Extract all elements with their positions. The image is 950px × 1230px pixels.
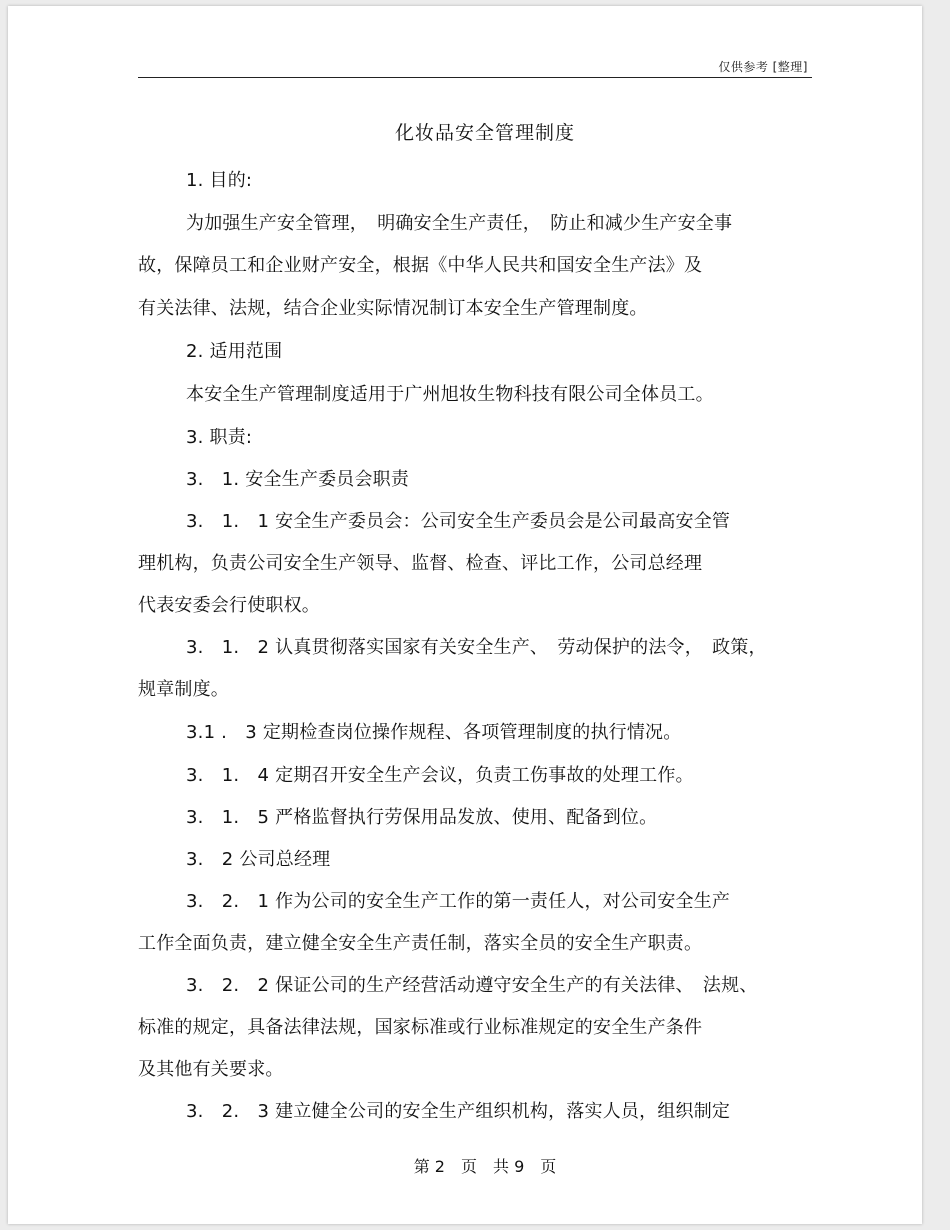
paragraph-line: 3. 2. 2 保证公司的生产经营活动遵守安全生产的有关法律、 法规、 (186, 975, 758, 996)
paragraph-line: 2. 适用范围 (186, 341, 283, 362)
paragraph-line: 本安全生产管理制度适用于广州旭妆生物科技有限公司全体员工。 (186, 384, 714, 405)
paragraph-line: 3. 1. 安全生产委员会职责 (186, 469, 410, 490)
paragraph-line: 理机构，负责公司安全生产领导、监督、检查、评比工作，公司总经理 (138, 553, 703, 574)
paragraph-line: 1. 目的: (186, 170, 253, 191)
paragraph-line: 规章制度。 (138, 679, 229, 700)
paragraph-line: 有关法律、法规，结合企业实际情况制订本安全生产管理制度。 (138, 298, 648, 319)
document-page (8, 6, 922, 1224)
paragraph-line: 故，保障员工和企业财产安全，根据《中华人民共和国安全生产法》及 (138, 255, 703, 276)
paragraph-line: 3. 1. 5 严格监督执行劳保用品发放、使用、配备到位。 (186, 807, 658, 828)
page-footer: 第 2 页 共 9 页 (413, 1157, 557, 1176)
paragraph-line: 为加强生产安全管理， 明确安全生产责任， 防止和减少生产安全事 (186, 213, 733, 234)
paragraph-line: 3. 2 公司总经理 (186, 849, 331, 870)
paragraph-line: 3. 1. 1 安全生产委员会：公司安全生产委员会是公司最高安全管 (186, 511, 731, 532)
page-header: 仅供参考 [整理] (718, 60, 808, 74)
paragraph-line: 及其他有关要求。 (138, 1059, 284, 1080)
paragraph-line: 3. 2. 1 作为公司的安全生产工作的第一责任人，对公司安全生产 (186, 891, 731, 912)
paragraph-line: 工作全面负责，建立健全安全生产责任制，落实全员的安全生产职责。 (138, 933, 703, 954)
paragraph-line: 3. 1. 2 认真贯彻落实国家有关安全生产、 劳动保护的法令， 政策， (186, 637, 767, 658)
paragraph-line: 代表安委会行使职权。 (138, 595, 320, 616)
paragraph-line: 3. 1. 4 定期召开安全生产会议，负责工伤事故的处理工作。 (186, 765, 694, 786)
header-divider (138, 77, 812, 78)
paragraph-line: 3. 2. 3 建立健全公司的安全生产组织机构，落实人员，组织制定 (186, 1101, 731, 1122)
paragraph-line: 标准的规定，具备法律法规，国家标准或行业标准规定的安全生产条件 (138, 1017, 703, 1038)
paragraph-line: 3.1 . 3 定期检查岗位操作规程、各项管理制度的执行情况。 (186, 722, 682, 743)
document-title: 化妆品安全管理制度 (394, 122, 575, 144)
paragraph-line: 3. 职责: (186, 427, 253, 448)
